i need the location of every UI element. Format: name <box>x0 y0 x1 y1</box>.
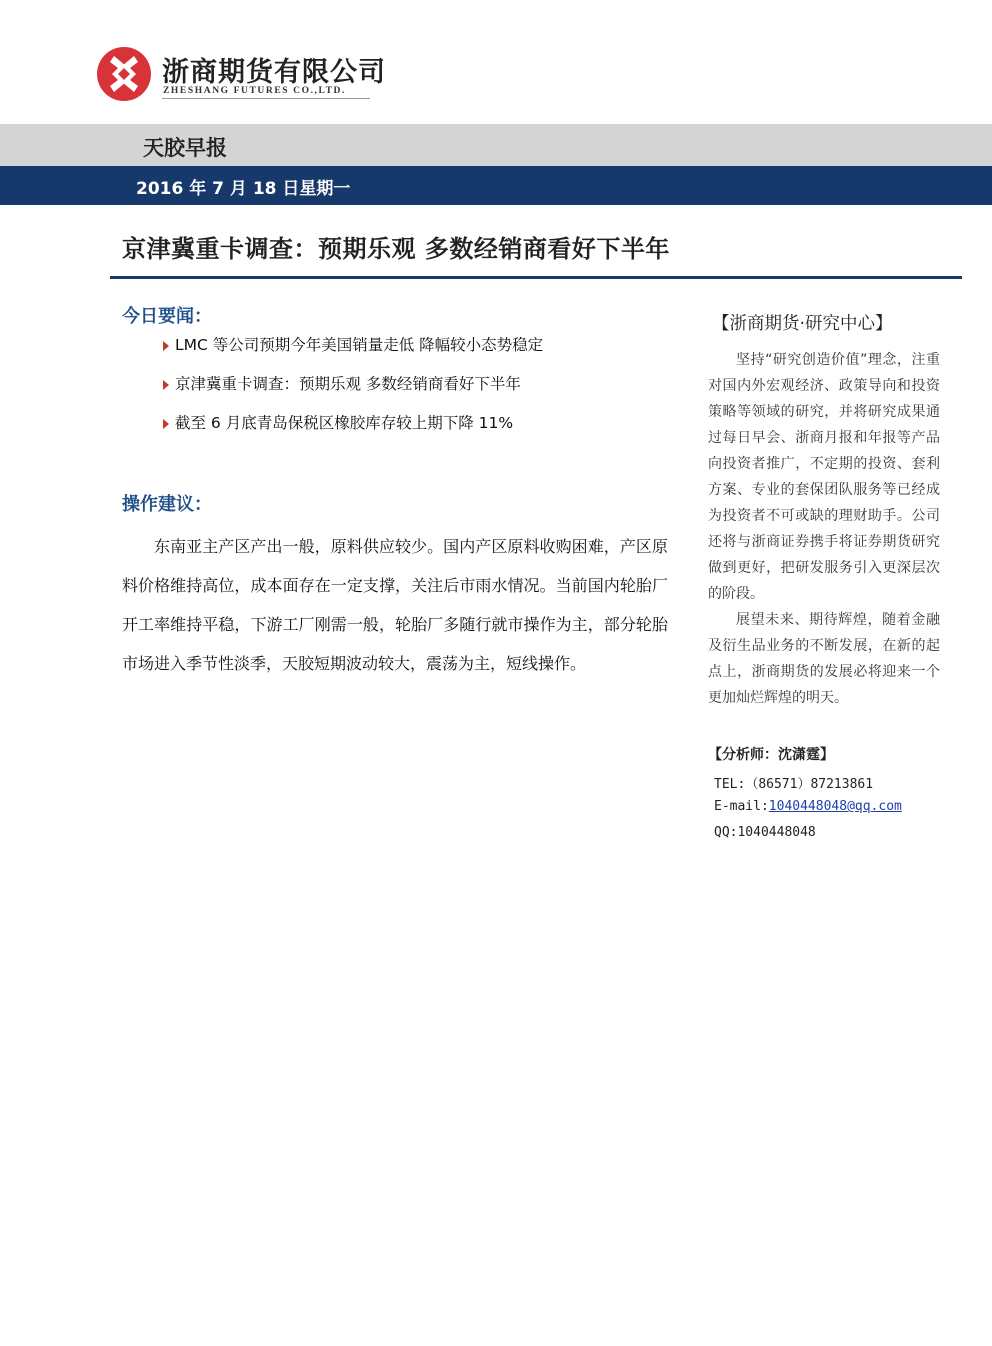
report-title: 天胶早报 <box>143 136 227 160</box>
headline: 京津冀重卡调查：预期乐观 多数经销商看好下半年 <box>122 235 670 263</box>
contact-qq <box>714 825 816 840</box>
headline-divider <box>110 276 962 279</box>
news-item <box>163 373 543 412</box>
triangle-right-icon <box>163 380 169 390</box>
email-link[interactable]: 1040448048@qq.com <box>768 799 902 814</box>
analyst-name: 【分析师：沈潇霆】 <box>708 747 834 763</box>
research-center-paragraph: 展望未来、期待辉煌，随着金融及衍生品业务的不断发展，在新的起点上，浙商期货的发展必将迎来一个更加灿烂辉煌的明天。 <box>708 612 940 706</box>
research-center-paragraph: 坚持“研究创造价值”理念，注重对国内外宏观经济、政策导向和投资策略等领域的研究，并将研究成果通过每日早会、浙商月报和年报等产品向投资者推广，不定期的投资、套利方案、专业的套保团队服务等已经成为投资者不可或缺的理财助手。公司还将与浙商证券携手将证券期货研究做到更好，把研发服务引入更深层次的阶段。 <box>708 352 940 602</box>
report-title-band <box>0 124 992 166</box>
company-name: 浙商期货有限公司 <box>162 57 386 88</box>
news-item <box>163 334 543 373</box>
company-name-divider <box>162 98 370 99</box>
qq-value: 1040448048 <box>737 825 816 840</box>
news-item-text: 截至 6 月底青岛保税区橡胶库存较上期下降 11% <box>175 414 514 432</box>
email-label: E-mail: <box>714 799 769 814</box>
triangle-right-icon <box>163 419 169 429</box>
research-center-title: 【浙商期货·研究中心】 <box>712 314 893 334</box>
news-list <box>163 334 543 451</box>
news-item-text: 京津冀重卡调查：预期乐观 多数经销商看好下半年 <box>175 375 521 393</box>
company-name-english: ZHESHANG FUTURES CO.,LTD. <box>163 86 346 96</box>
news-heading: 今日要闻： <box>122 306 212 327</box>
zheshang-logo-icon <box>96 46 152 102</box>
news-item-text: LMC 等公司预期今年美国销量走低 降幅较小态势稳定 <box>175 336 544 354</box>
research-center-sidebar <box>708 310 940 711</box>
qq-label: QQ: <box>714 825 738 840</box>
tel-value: （86571）87213861 <box>745 777 874 792</box>
contact-tel <box>714 773 873 792</box>
report-date: 2016 年 7 月 18 日星期一 <box>136 179 351 199</box>
advice-paragraph: 东南亚主产区产出一般，原料供应较少。国内产区原料收购困难，产区原料价格维持高位，成本面存在一定支撑，关注后市雨水情况。当前国内轮胎厂开工率维持平稳，下游工厂刚需一般，轮胎厂多随行就市操作为主，部分轮胎市场进入季节性淡季，天胶短期波动较大，震荡为主，短线操作。 <box>122 537 668 673</box>
contact-email <box>714 799 902 814</box>
tel-label: TEL: <box>714 777 746 792</box>
report-date-band <box>0 166 992 205</box>
advice-heading: 操作建议： <box>122 494 212 515</box>
triangle-right-icon <box>163 341 169 351</box>
news-item <box>163 412 543 451</box>
